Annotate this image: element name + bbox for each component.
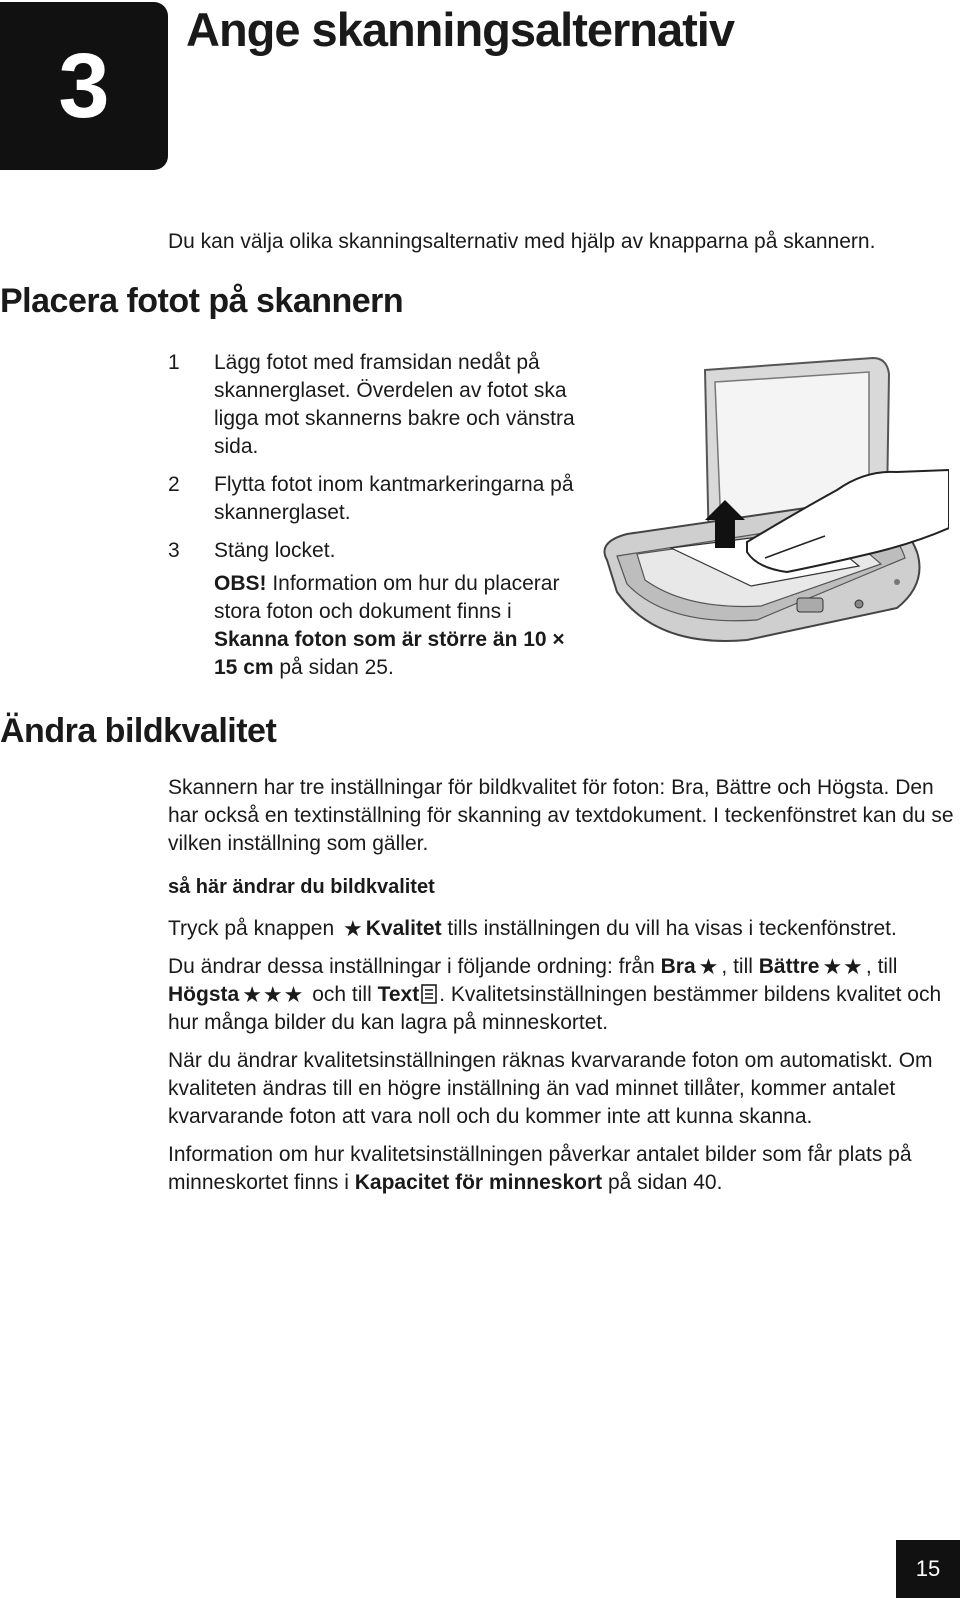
quality-button-label: Kvalitet xyxy=(365,917,442,940)
quality-subheading: så här ändrar du bildkvalitet xyxy=(168,876,435,898)
p4-text-before: Information om hur kvalitetsinställningen påverkar antalet bilder som får plats på minneskortet finns i xyxy=(168,1143,912,1194)
setting-bra: Bra xyxy=(660,955,696,978)
note-text-before: Information om hur du placerar stora foton och dokument finns i xyxy=(214,572,560,623)
setting-hogsta: Högsta xyxy=(168,983,240,1006)
quality-intro: Skannern har tre inställningar för bildkvalitet för foton: Bra, Bättre och Högsta. Den har också en textinställning för skanning av textdokument. I teckenfönstret kan du se vilken inställning som gäller. xyxy=(168,776,954,855)
star-icon: ★ xyxy=(822,954,843,979)
page-number: 15 xyxy=(915,1556,941,1581)
step-item xyxy=(168,471,588,527)
step-number: 3 xyxy=(168,539,180,562)
step-number: 2 xyxy=(168,473,180,496)
star-icon: ★ xyxy=(342,916,363,941)
p1-text-after: tills inställningen du vill ha visas i teckenfönstret. xyxy=(441,917,897,940)
step-text: Flytta fotot inom kantmarkeringarna på skannerglaset. xyxy=(214,473,574,524)
step-item xyxy=(168,349,588,461)
quality-paragraph-1 xyxy=(168,915,958,943)
step-number: 1 xyxy=(168,351,180,374)
chapter-intro: Du kan välja olika skanningsalternativ med hjälp av knapparna på skannern. xyxy=(168,230,876,253)
star-icon: ★ xyxy=(283,982,304,1007)
note-text-after: på sidan 25. xyxy=(273,656,394,679)
step-text: Lägg fotot med framsidan nedåt på skannerglaset. Överdelen av fotot ska ligga mot skannerns bakre och vänstra sida. xyxy=(214,351,575,458)
chapter-number: 3 xyxy=(58,34,110,137)
section-heading-quality: Ändra bildkvalitet xyxy=(0,712,277,750)
setting-battre: Bättre xyxy=(758,955,820,978)
p2-text: , till xyxy=(721,955,759,978)
p2-text: Du ändrar dessa inställningar i följande ordning: från xyxy=(168,955,661,978)
note-link[interactable]: Skanna foton som är större än 10 × 15 cm xyxy=(214,628,565,679)
note-paragraph xyxy=(214,570,574,682)
chapter-number-box xyxy=(0,2,168,170)
p2-text: och till xyxy=(306,983,378,1006)
placement-steps xyxy=(168,349,588,575)
page-number-box xyxy=(896,1540,960,1598)
p1-text-before: Tryck på knappen xyxy=(168,917,340,940)
step-item xyxy=(168,537,588,565)
setting-text: Text xyxy=(377,983,420,1006)
chapter-title: Ange skanningsalternativ xyxy=(186,3,734,56)
quality-paragraph-3: När du ändrar kvalitetsinställningen räknas kvarvarande foton om automatiskt. Om kvaliteten ändras till en högre inställning än vad minnet tillåter, kommer antalet kvarvarande foton att vara noll och du kommer inte att kunna skanna. xyxy=(168,1049,933,1128)
memory-capacity-link[interactable]: Kapacitet för minneskort xyxy=(354,1171,603,1194)
p2-text: . Kvalitetsinställningen bestämmer bildens kvalitet och hur många bilder du kan lagra på minneskortet. xyxy=(168,983,942,1034)
star-icon: ★ xyxy=(242,982,262,1007)
quality-paragraph-4 xyxy=(168,1141,958,1197)
quality-body xyxy=(168,774,958,1207)
scanner-with-hand-illustration xyxy=(597,352,949,656)
step-text: Stäng locket. xyxy=(214,539,336,562)
note-label: OBS! xyxy=(214,572,267,595)
star-icon: ★ xyxy=(698,954,719,979)
quality-paragraph-2 xyxy=(168,953,958,1037)
star-icon: ★ xyxy=(843,954,863,979)
p4-text-after: på sidan 40. xyxy=(602,1171,723,1194)
section-heading-placement: Placera fotot på skannern xyxy=(0,282,404,320)
p2-text: , till xyxy=(865,955,898,978)
text-document-icon xyxy=(421,984,437,1004)
star-icon: ★ xyxy=(262,982,283,1007)
